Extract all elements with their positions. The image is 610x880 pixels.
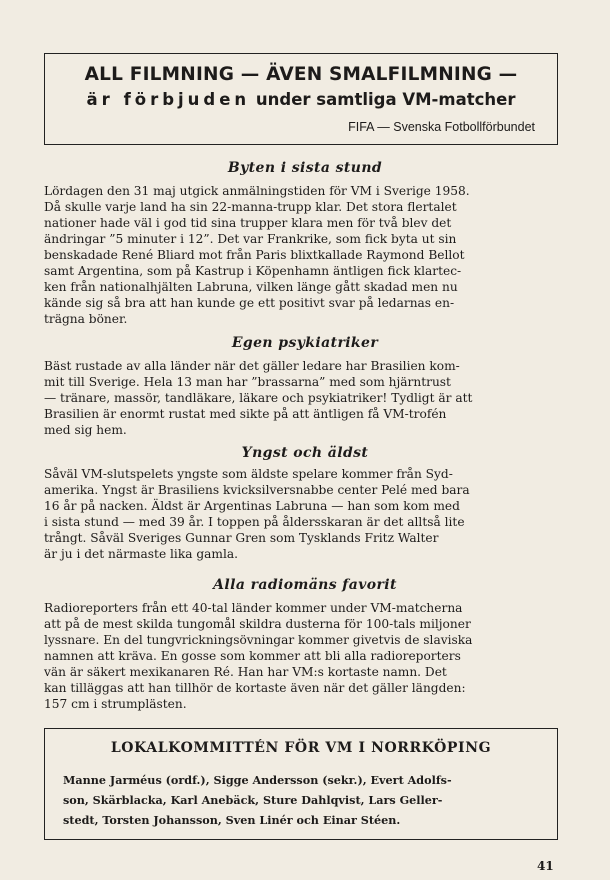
notice-attribution: FIFA — Svenska Fotbollförbundet xyxy=(348,120,535,134)
section-body-psykiatriker xyxy=(44,358,560,438)
notice-subheadline-rest: under samtliga VM-matcher xyxy=(250,90,516,109)
section-body-radio xyxy=(44,600,560,712)
text-line: — tränare, massör, tandläkare, läkare och psykiatriker! Tydligt är att xyxy=(44,391,473,405)
text-line: Då skulle varje land ha sin 22-manna-trupp klar. Det stora flertalet xyxy=(44,200,457,214)
text-line: samt Argentina, som på Kastrup i Köpenhamn äntligen fick klartec- xyxy=(44,264,462,278)
text-line: kan tilläggas att han tillhör de kortaste även när det gäller längden: xyxy=(44,681,466,695)
text-line: namnen att kräva. En gosse som kommer att bli alla radioreporters xyxy=(44,649,461,663)
page-number: 41 xyxy=(537,859,554,873)
text-line: Såväl VM-slutspelets yngste som äldste spelare kommer från Syd- xyxy=(44,467,453,481)
section-title-byten: Byten i sista stund xyxy=(227,160,383,176)
text-line: benskadade René Bliard mot från Paris blixtkallade Raymond Bellot xyxy=(44,248,465,262)
text-line: 16 år på nacken. Äldst är Argentinas Labruna — han som kom med xyxy=(44,499,460,513)
text-line: trångt. Såväl Sveriges Gunnar Gren som Tysklands Fritz Walter xyxy=(44,531,439,545)
section-title-psykiatriker: Egen psykiatriker xyxy=(231,335,379,351)
section-body-byten xyxy=(44,183,560,327)
text-line: Radioreporters från ett 40-tal länder kommer under VM-matcherna xyxy=(44,601,463,615)
filming-ban-notice-box xyxy=(44,53,558,145)
notice-subheadline-spaced: är förbjuden xyxy=(86,90,251,109)
text-line: 157 cm i strumplästen. xyxy=(44,697,187,711)
text-line: kände sig så bra att han kunde ge ett positivt svar på ledarnas en- xyxy=(44,296,455,310)
text-line: vän är säkert mexikanaren Ré. Han har VM:s kortaste namn. Det xyxy=(44,665,447,679)
committee-line: son, Skärblacka, Karl Anebäck, Sture Dahlqvist, Lars Geller- xyxy=(63,793,443,807)
committee-box xyxy=(44,728,558,840)
text-line: är ju i det närmaste lika gamla. xyxy=(44,547,239,561)
section-title-radio: Alla radiomäns favorit xyxy=(213,577,397,593)
section-title-yngst: Yngst och äldst xyxy=(241,445,369,461)
text-line: att på de mest skilda tungomål skildra dusterna för 100-tals miljoner xyxy=(44,617,471,631)
notice-subheadline xyxy=(45,90,557,109)
text-line: ken från nationalhjälten Labruna, vilken länge gått skadad men nu xyxy=(44,280,458,294)
text-line: lyssnare. En del tungvrickningsövningar kommer givetvis de slaviska xyxy=(44,633,473,647)
text-line: i sista stund — med 39 år. I toppen på åldersskaran är det alltså lite xyxy=(44,515,465,529)
notice-headline: ALL FILMNING — ÄVEN SMALFILMNING — xyxy=(84,64,518,85)
text-line: trägna böner. xyxy=(44,312,128,326)
text-line: ändringar ”5 minuter i 12”. Det var Frankrike, som fick byta ut sin xyxy=(44,232,457,246)
committee-line: stedt, Torsten Johansson, Sven Linér och Einar Stéen. xyxy=(63,813,401,827)
text-line: Brasilien är enormt rustat med sikte på att äntligen få VM-trofén xyxy=(44,407,447,421)
text-line: mit till Sverige. Hela 13 man har ”brassarna” med som hjärntrust xyxy=(44,375,451,389)
text-line: nationer hade väl i god tid sina trupper klara men för två blev det xyxy=(44,216,452,230)
text-line: amerika. Yngst är Brasiliens kvicksilversnabbe center Pelé med bara xyxy=(44,483,470,497)
text-line: Bäst rustade av alla länder när det gäller ledare har Brasilien kom- xyxy=(44,359,460,373)
committee-title: LOKALKOMMITTÉN FÖR VM I NORRKÖPING xyxy=(110,740,492,756)
text-line: med sig hem. xyxy=(44,423,127,437)
committee-members xyxy=(63,770,543,830)
committee-line: Manne Jarméus (ordf.), Sigge Andersson (sekr.), Evert Adolfs- xyxy=(63,773,452,787)
section-body-yngst xyxy=(44,466,560,562)
text-line: Lördagen den 31 maj utgick anmälningstiden för VM i Sverige 1958. xyxy=(44,184,470,198)
